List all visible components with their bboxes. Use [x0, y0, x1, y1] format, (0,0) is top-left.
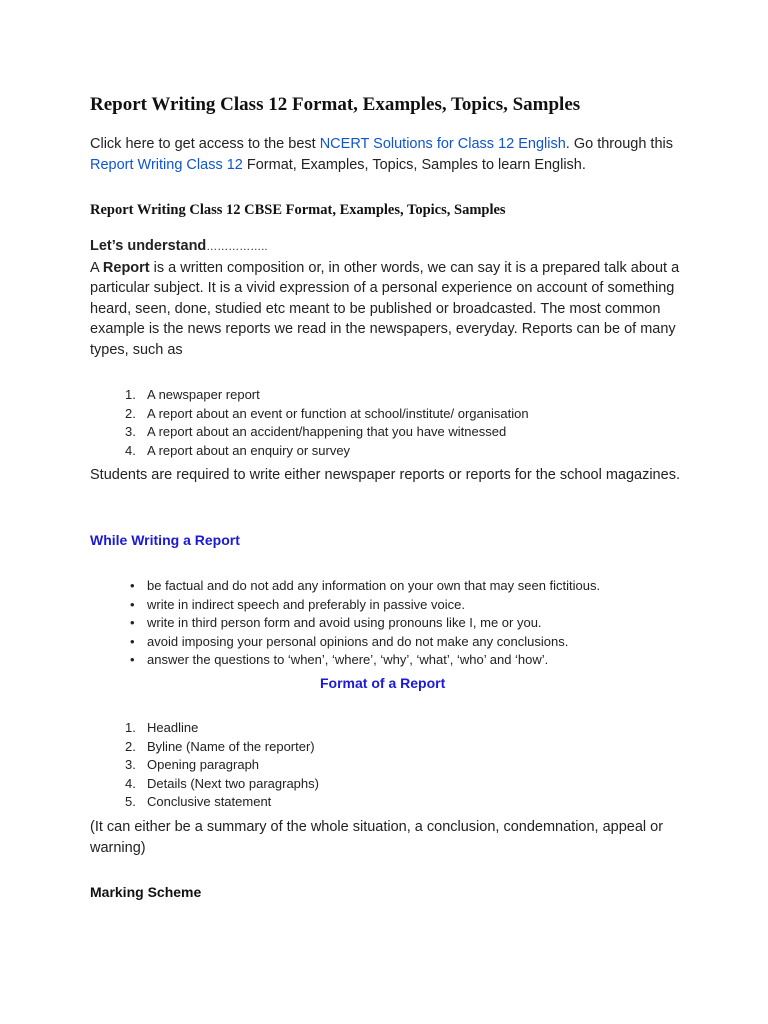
list-item-text: be factual and do not add any information on your own that may seen fictitious. — [147, 578, 601, 593]
list-marker: 2. — [125, 405, 136, 421]
intro-text-1: Click here to get access to the best — [90, 136, 320, 152]
list-item-text: avoid imposing your personal opinions and do not make any conclusions. — [147, 633, 569, 649]
list-marker: 1. — [125, 387, 136, 402]
list-item-text: write in indirect speech and preferably in passive voice. — [147, 596, 465, 612]
list-item-text: A newspaper report — [147, 387, 260, 402]
understand-a: A — [90, 259, 103, 276]
list-item — [125, 386, 687, 405]
understand-paragraph — [90, 236, 680, 360]
intro-paragraph — [90, 134, 680, 175]
list-marker: • — [130, 652, 135, 668]
list-item — [125, 756, 687, 775]
list-marker: 2. — [125, 738, 136, 754]
understand-label: Let’s understand — [90, 238, 207, 254]
list-item-text: write in third person form and avoid using pronouns like I, me or you. — [147, 615, 542, 631]
list-marker: 3. — [125, 424, 136, 440]
list-item-text: A report about an event or function at school/institute/ organisation — [147, 405, 529, 421]
list-marker: 4. — [125, 442, 136, 458]
understand-dots: …………….. — [206, 241, 268, 253]
report-types-list — [125, 386, 687, 460]
list-item — [130, 633, 687, 652]
list-item-text: A report about an enquiry or survey — [147, 442, 351, 458]
list-marker: 5. — [125, 794, 136, 810]
list-item — [125, 405, 687, 424]
list-marker: • — [130, 596, 135, 612]
list-marker: 4. — [125, 775, 136, 791]
marking-scheme-heading: Marking Scheme — [90, 884, 202, 900]
list-marker: • — [130, 633, 135, 649]
list-item-text: Byline (Name of the reporter) — [147, 738, 315, 754]
list-item — [125, 793, 687, 812]
understand-body: is a written composition or, in other words, we can say it is a prepared talk about a particular subject. It is a vivid expression of a personal experience on account of something heard, seen, done, studied etc meant to be published or broadcasted. The most common example is the news reports we read in the newspapers, everyday. Reports can be of many types, such as — [90, 259, 680, 358]
while-writing-list — [130, 577, 687, 670]
while-writing-heading: While Writing a Report — [90, 532, 240, 548]
list-item-text: A report about an accident/happening that you have witnessed — [147, 424, 507, 440]
intro-text-3: Format, Examples, Topics, Samples to learn English. — [242, 156, 586, 173]
list-item — [125, 423, 687, 442]
list-item — [125, 738, 687, 757]
list-marker: • — [130, 578, 135, 593]
list-marker: • — [130, 615, 135, 631]
format-heading: Format of a Report — [320, 675, 446, 691]
conclusion-paragraph: (It can either be a summary of the whole situation, a conclusion, condemnation, appeal or warning) — [90, 819, 664, 856]
list-item — [125, 775, 687, 794]
format-list — [125, 719, 687, 812]
list-item-text: answer the questions to ‘when’, ‘where’, ‘why’, ‘what’, ‘who’ and ‘how’. — [147, 652, 549, 668]
list-item — [125, 442, 687, 461]
intro-text-2: . Go through this — [565, 136, 673, 152]
list-marker: 3. — [125, 757, 136, 773]
document-title: Report Writing Class 12 Format, Examples, Topics, Samples — [90, 94, 581, 115]
list-item — [125, 719, 687, 738]
students-paragraph: Students are required to write either newspaper reports or reports for the school magazines. — [90, 467, 680, 483]
list-item — [130, 614, 687, 633]
list-marker: 1. — [125, 720, 136, 735]
list-item — [130, 596, 687, 615]
section-subtitle: Report Writing Class 12 CBSE Format, Examples, Topics, Samples — [90, 202, 506, 218]
list-item — [130, 651, 687, 670]
list-item-text: Details (Next two paragraphs) — [147, 775, 319, 791]
report-writing-link[interactable]: Report Writing Class 12 — [90, 156, 243, 173]
list-item-text: Headline — [147, 720, 199, 735]
list-item-text: Opening paragraph — [147, 757, 260, 773]
ncert-solutions-link[interactable]: NCERT Solutions for Class 12 English — [319, 136, 566, 152]
report-keyword: Report — [102, 259, 150, 276]
list-item-text: Conclusive statement — [147, 794, 272, 810]
list-item — [130, 577, 687, 596]
